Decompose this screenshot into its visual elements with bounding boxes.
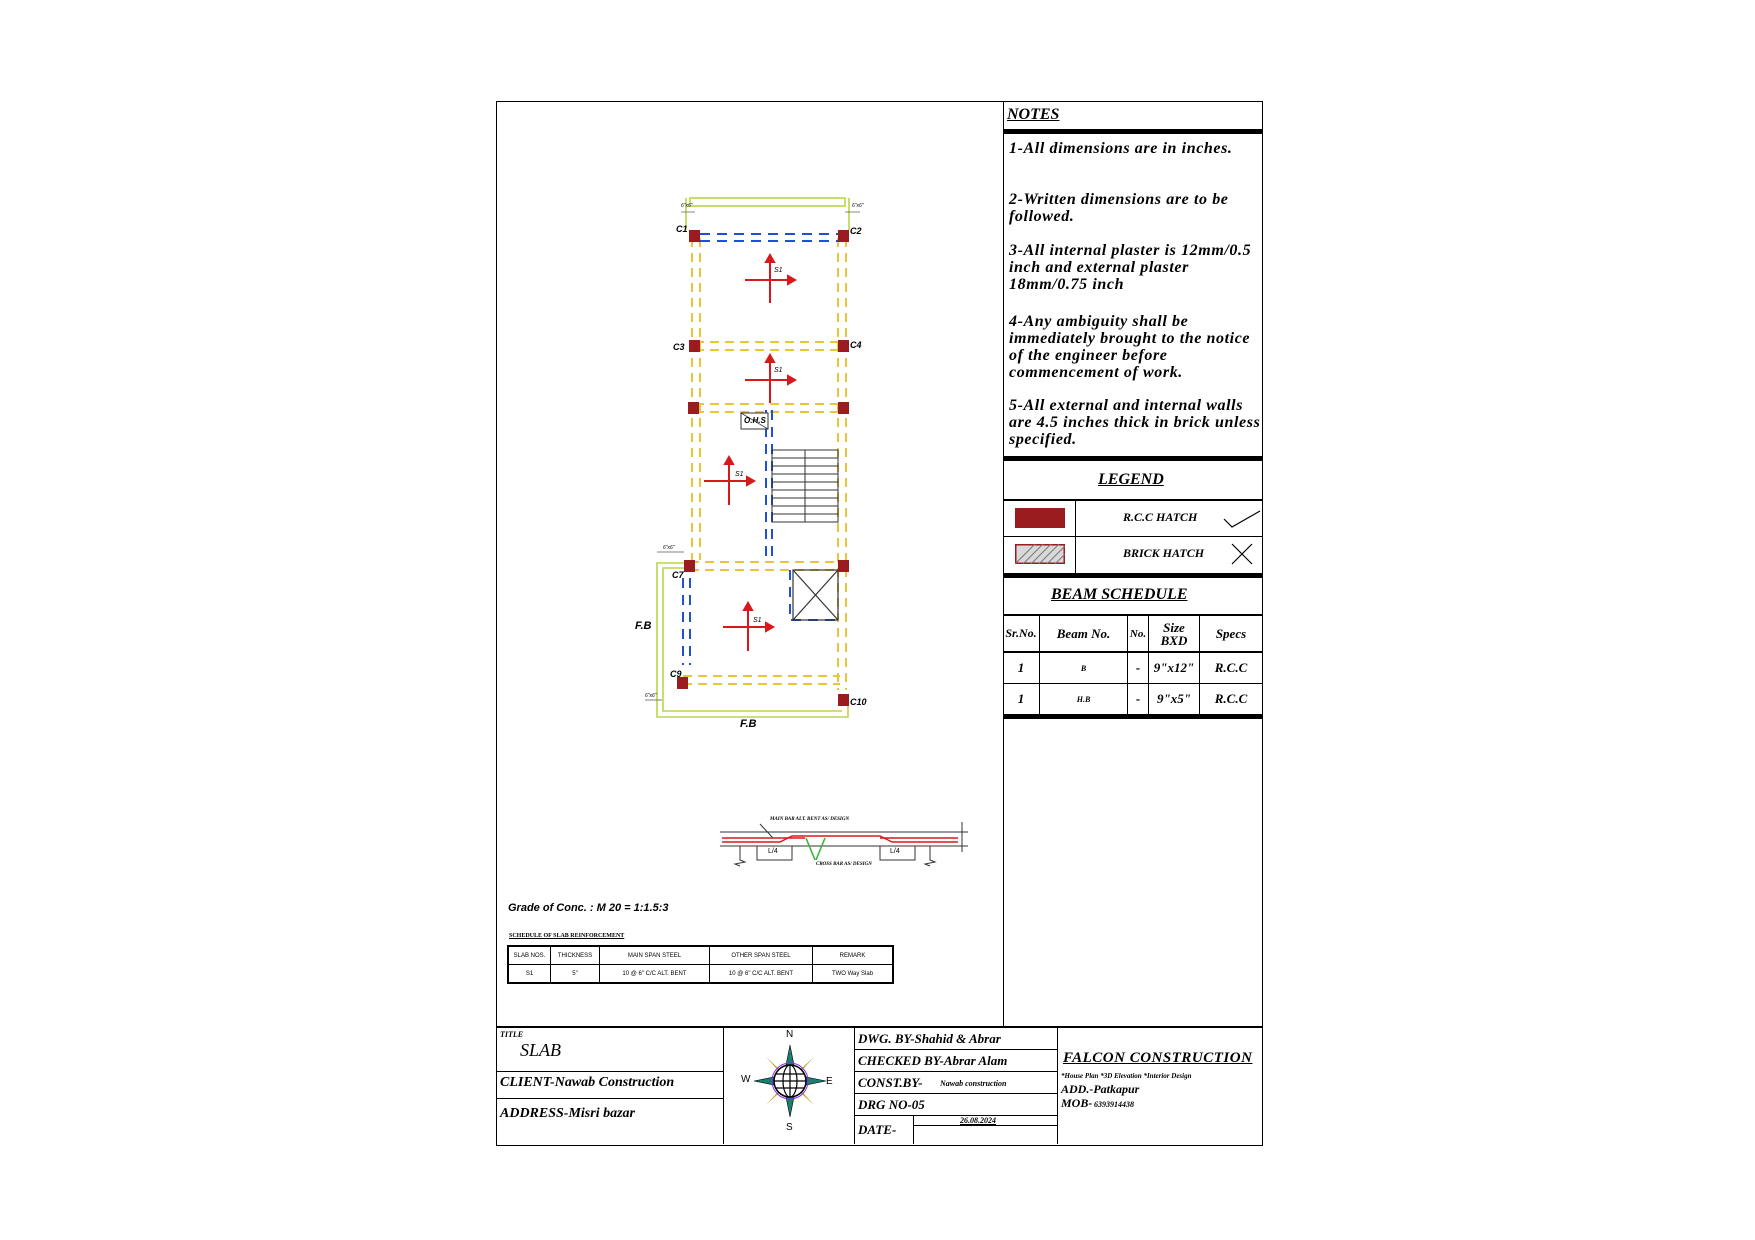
column-label-c7: C7 bbox=[672, 570, 684, 580]
beam-row-1-srno: 1 bbox=[1017, 660, 1025, 675]
slab-header-other: OTHER SPAN STEEL bbox=[731, 952, 791, 959]
sheet-divider bbox=[1003, 101, 1004, 1026]
slab-reinforcement-marks bbox=[704, 255, 795, 651]
info-row-4 bbox=[854, 1115, 1057, 1116]
title-block-top-rule bbox=[496, 1026, 1262, 1028]
note-4: 4-Any ambiguity shall be immediately brought to the notice of the engineer before commencement of work. bbox=[1009, 313, 1251, 381]
slab-header-thickness: THICKNESS bbox=[557, 952, 593, 959]
compass-w: W bbox=[741, 1074, 751, 1085]
column-label-c1: C1 bbox=[676, 224, 688, 234]
title-block-col-3 bbox=[1057, 1027, 1058, 1144]
note-1: 1-All dimensions are in inches. bbox=[1009, 140, 1233, 157]
title-row-2 bbox=[496, 1098, 724, 1099]
note-3: 3-All internal plaster is 12mm/0.5 inch and external plaster 18mm/0.75 inch bbox=[1009, 242, 1252, 293]
company-mobile-value: 6393914438 bbox=[1094, 1100, 1134, 1109]
dim-label-1: 6"x6" bbox=[681, 203, 693, 209]
slab-row-nos: S1 bbox=[525, 970, 534, 977]
info-row-2 bbox=[854, 1071, 1057, 1072]
slab-row-remark: TWO Way Slab bbox=[831, 970, 874, 977]
legend-bottom-rule bbox=[1003, 573, 1262, 578]
beam-row-1-no: - bbox=[1135, 660, 1141, 675]
slab-header-nos: SLAB NOS. bbox=[513, 952, 546, 959]
slab-mark-1: S1 bbox=[774, 267, 783, 274]
notes-title: NOTES bbox=[1007, 106, 1060, 123]
beam-row-1-size: 9"x12" bbox=[1153, 660, 1195, 675]
date-split bbox=[913, 1125, 1057, 1126]
cross-bar-note: CROSS BAR AS/ DESIGN bbox=[816, 862, 872, 867]
column-label-c3: C3 bbox=[673, 342, 685, 352]
drawing-title: SLAB bbox=[520, 1040, 562, 1060]
drawing-number: DRG NO-05 bbox=[858, 1097, 925, 1112]
drawn-by: DWG. BY-Shahid & Abrar bbox=[858, 1031, 1001, 1046]
slab-mark-3: S1 bbox=[735, 471, 744, 478]
beam-row-2-srno: 1 bbox=[1017, 691, 1025, 706]
dim-label-2: 6"x6" bbox=[852, 203, 864, 209]
l4-left-label: L/4 bbox=[768, 848, 778, 855]
columns bbox=[677, 230, 849, 706]
client-name: CLIENT-Nawab Construction bbox=[500, 1075, 675, 1090]
slab-header-main: MAIN SPAN STEEL bbox=[627, 952, 682, 959]
compass-rose-icon bbox=[745, 1037, 835, 1127]
date-divider bbox=[913, 1115, 914, 1144]
slab-row-thickness: 5" bbox=[572, 970, 578, 977]
checked-by: CHECKED BY-Abrar Alam bbox=[858, 1053, 1008, 1068]
title-block-col-2 bbox=[854, 1027, 855, 1144]
slab-row-main: 10 @ 6" C/C ALT. BENT bbox=[622, 970, 687, 977]
info-row-3 bbox=[854, 1093, 1057, 1094]
column-label-c10: C10 bbox=[850, 697, 867, 707]
legend-title: LEGEND bbox=[1098, 471, 1164, 488]
fb-label-bottom: F.B bbox=[740, 718, 757, 730]
slab-schedule-title: SCHEDULE OF SLAB REINFORCEMENT bbox=[509, 933, 625, 939]
grade-of-concrete: Grade of Conc. : M 20 = 1:1.5:3 bbox=[508, 902, 669, 914]
ohs-label: O.H.S bbox=[744, 416, 766, 425]
company-services: *House Plan *3D Elevation *Interior Design bbox=[1061, 1072, 1192, 1080]
rcc-hatch-swatch bbox=[1015, 508, 1065, 528]
company-mobile-label: MOB- bbox=[1061, 1096, 1093, 1110]
date-value: 26.08.2024 bbox=[960, 1116, 996, 1125]
const-by-label: CONST.BY- bbox=[858, 1075, 923, 1090]
company-name: FALCON CONSTRUCTION bbox=[1063, 1050, 1253, 1066]
slab-row-other: 10 @ 6" C/C ALT. BENT bbox=[728, 970, 794, 977]
notes-bottom-rule bbox=[1003, 456, 1262, 461]
staircase bbox=[772, 450, 838, 522]
title-row-1 bbox=[496, 1071, 724, 1072]
date-label: DATE- bbox=[858, 1122, 897, 1137]
note-5: 5-All external and internal walls are 4.5 inches thick in brick unless specified. bbox=[1009, 397, 1261, 448]
beam-bottom-rule bbox=[1003, 714, 1262, 719]
fb-label-left: F.B bbox=[635, 620, 652, 632]
beam-row-2-beamno: H.B bbox=[1076, 694, 1091, 704]
compass-e: E bbox=[826, 1076, 833, 1087]
beam-row-2-specs: R.C.C bbox=[1214, 691, 1248, 706]
slab-mark-4: S1 bbox=[753, 617, 762, 624]
beam-schedule-title: BEAM SCHEDULE bbox=[1051, 586, 1188, 603]
address: ADDRESS-Misri bazar bbox=[500, 1106, 635, 1121]
beam-row-1-specs: R.C.C bbox=[1214, 660, 1248, 675]
const-by-value: Nawab construction bbox=[940, 1079, 1007, 1088]
note-2: 2-Written dimensions are to be followed. bbox=[1009, 191, 1229, 225]
beams bbox=[683, 238, 846, 690]
slab-header-remark: REMARK bbox=[839, 952, 866, 959]
legend-rule bbox=[1003, 499, 1262, 501]
beam-row-1-beamno: B bbox=[1080, 663, 1087, 673]
brick-hatch-swatch bbox=[1015, 544, 1065, 564]
slab-plan bbox=[630, 190, 880, 740]
dim-label-3: 6"x6" bbox=[663, 545, 675, 551]
beam-header-beamno: Beam No. bbox=[1056, 625, 1111, 641]
slab-mark-2: S1 bbox=[774, 367, 783, 374]
compass-s: S bbox=[786, 1122, 793, 1133]
l4-right-label: L/4 bbox=[890, 848, 900, 855]
cross-mark-icon bbox=[1230, 542, 1254, 566]
beam-header-no: No. bbox=[1129, 627, 1147, 640]
beam-row-2-no: - bbox=[1135, 691, 1141, 706]
info-row-1 bbox=[854, 1049, 1057, 1050]
rcc-hatch-label: R.C.C HATCH bbox=[1123, 510, 1198, 524]
beam-header-specs: Specs bbox=[1215, 625, 1247, 641]
check-mark-icon bbox=[1222, 507, 1262, 529]
column-label-c2: C2 bbox=[850, 226, 862, 236]
compass-n: N bbox=[786, 1029, 794, 1040]
brick-hatch-label: BRICK HATCH bbox=[1123, 546, 1205, 560]
beam-row-2-size: 9"x5" bbox=[1157, 691, 1191, 706]
beam-header-srno: Sr.No. bbox=[1005, 626, 1037, 640]
company-address: ADD.-Patkapur bbox=[1061, 1082, 1140, 1096]
title-small-label: TITLE bbox=[500, 1030, 524, 1039]
legend-row-rule bbox=[1003, 536, 1262, 537]
main-bar-note: MAIN BAR ALT. BENT AS/ DESIGN bbox=[770, 817, 850, 822]
notes-rule bbox=[1003, 129, 1262, 134]
dim-label-4: 6"x6" bbox=[645, 693, 657, 699]
beam-header-size: Size BXD bbox=[1160, 619, 1188, 648]
title-block-col-1 bbox=[723, 1027, 724, 1144]
column-label-c4: C4 bbox=[850, 340, 862, 350]
opening-cross bbox=[793, 570, 838, 620]
column-label-c9: C9 bbox=[670, 669, 682, 679]
